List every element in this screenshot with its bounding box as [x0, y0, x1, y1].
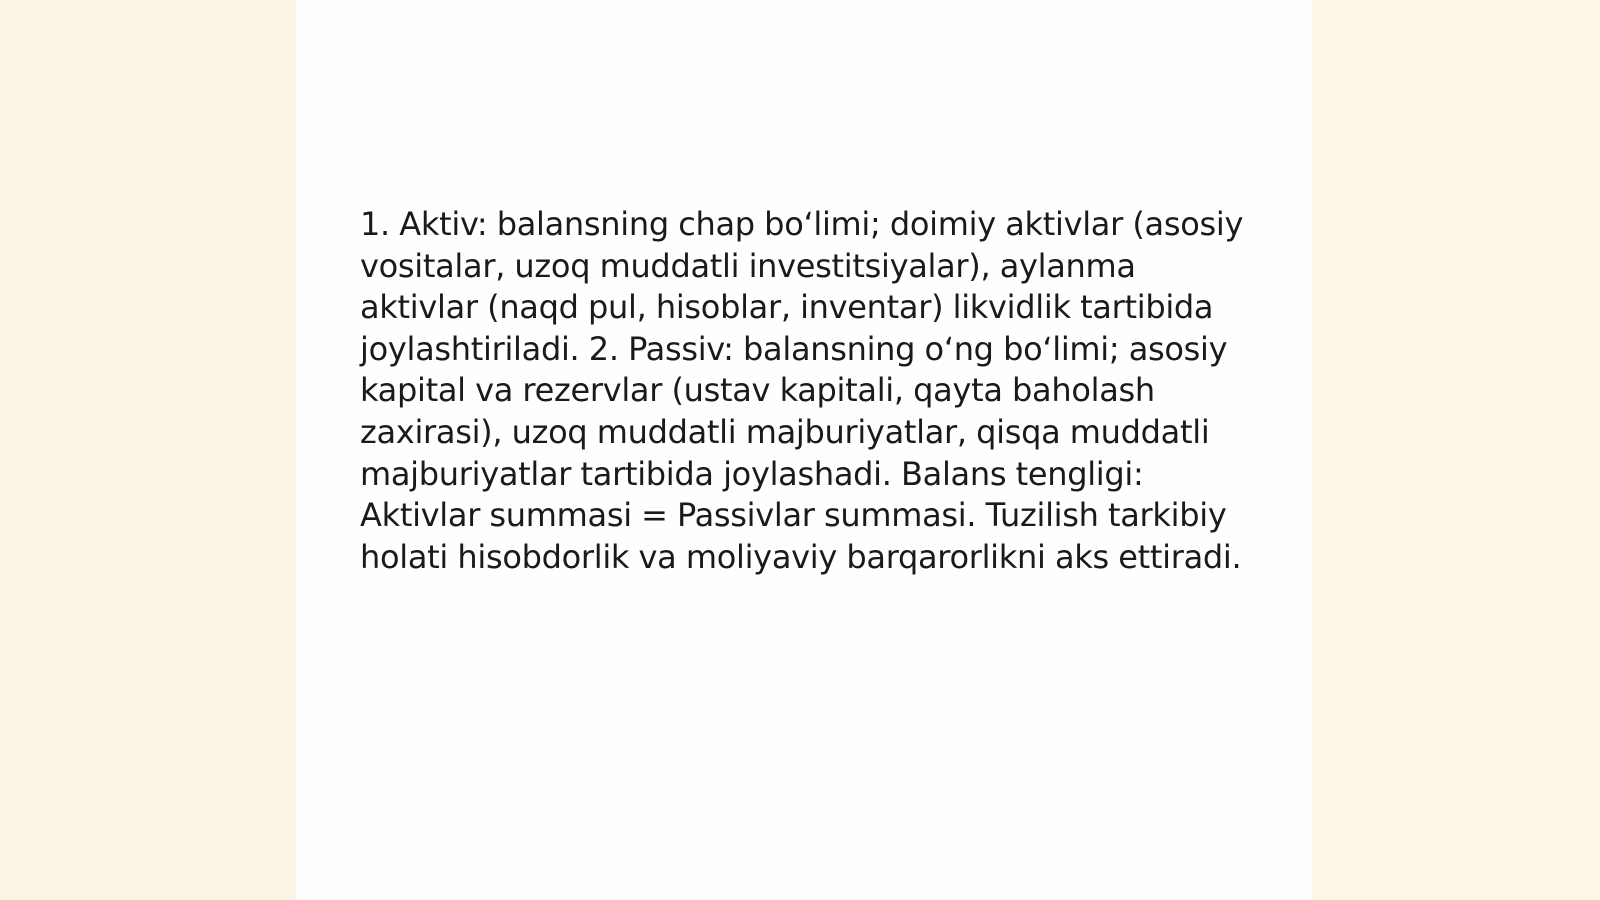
- background-left-panel: [0, 0, 296, 900]
- background-right-panel: [1312, 0, 1600, 900]
- slide-page: [296, 0, 1312, 900]
- slide-body-text: 1. Aktiv: balansning chap bo‘limi; doimiy aktivlar (asosiy vositalar, uzoq muddatli investitsiyalar), aylanma aktivlar (naqd pul, hisoblar, inventar) likvidlik tartibida joylashtiriladi. 2. Passiv: balansning o‘ng bo‘limi; asosiy kapital va rezervlar (ustav kapitali, qayta baholash zaxirasi), uzoq muddatli majburiyatlar, qisqa muddatli majburiyatlar tartibida joylashadi. Balans tengligi: Aktivlar summasi = Passivlar summasi. Tuzilish tarkibiy holati hisobdorlik va moliyaviy barqarorlikni aks ettiradi.: [360, 205, 1244, 576]
